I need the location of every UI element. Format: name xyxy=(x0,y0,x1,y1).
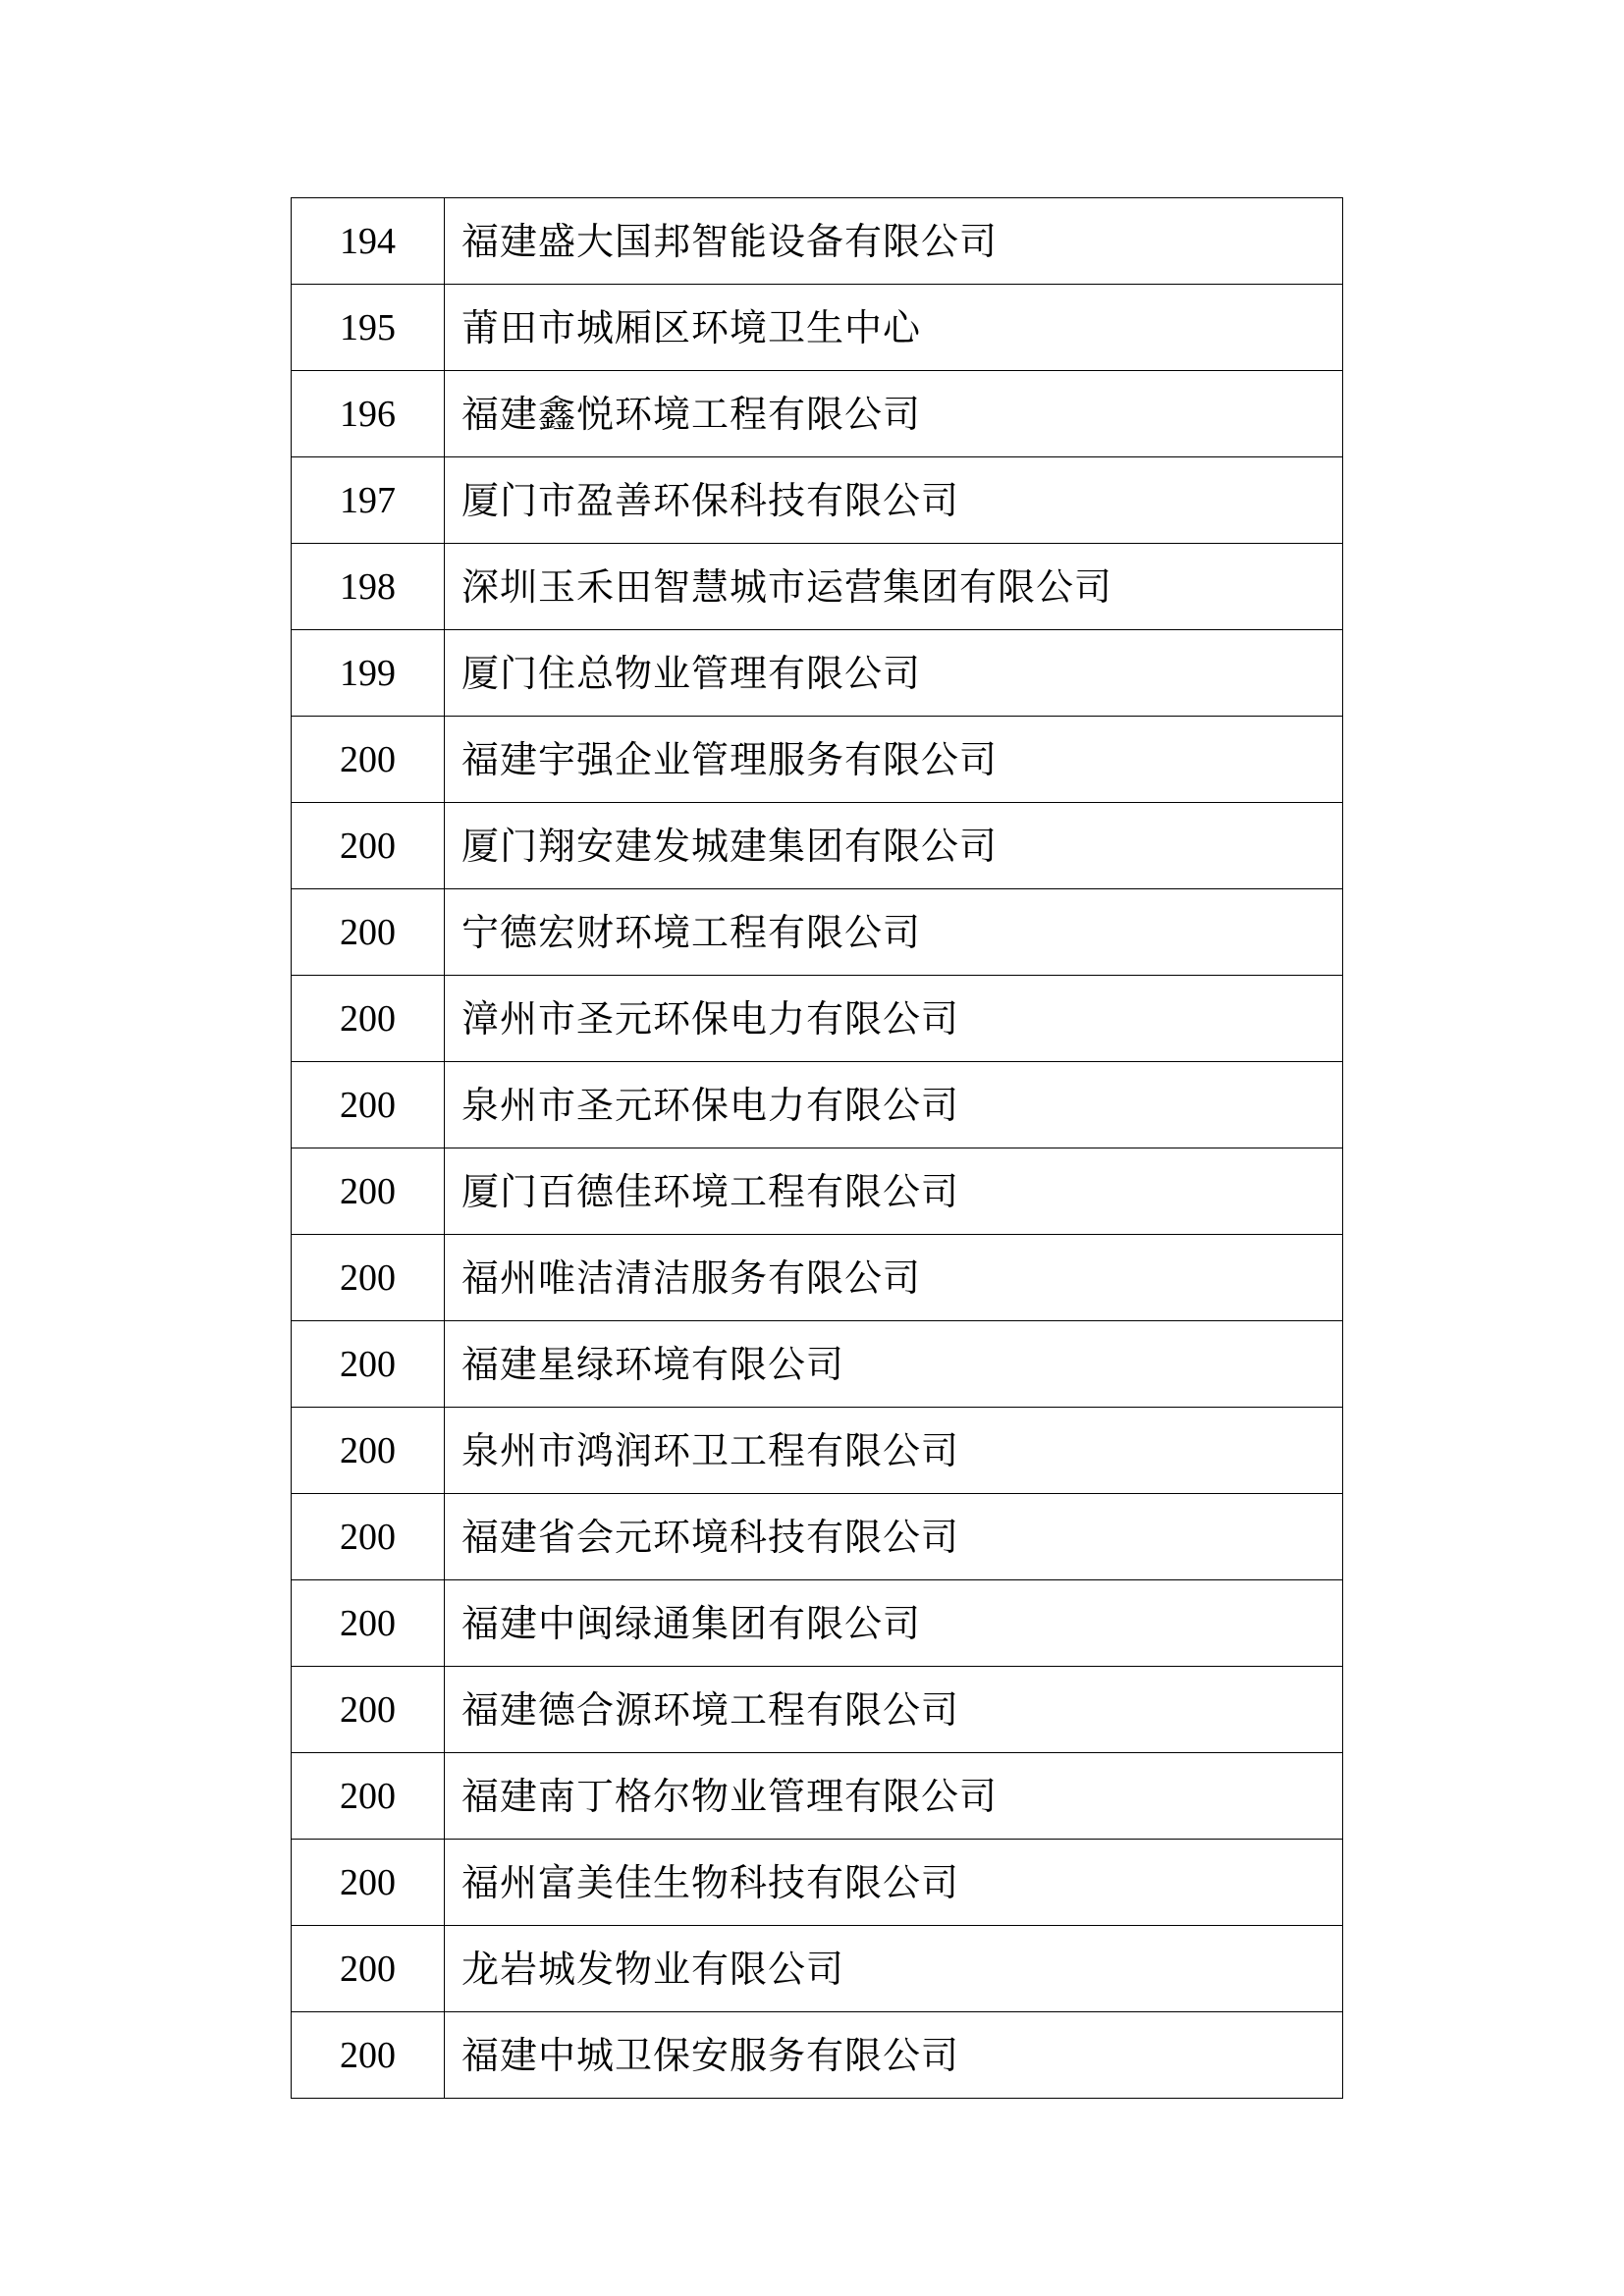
rank-cell: 196 xyxy=(292,371,445,457)
table-row xyxy=(292,1926,1343,2012)
rank-cell: 200 xyxy=(292,1408,445,1494)
company-name-cell: 宁德宏财环境工程有限公司 xyxy=(445,889,1343,976)
table-row xyxy=(292,1494,1343,1580)
company-name-cell: 福建中城卫保安服务有限公司 xyxy=(445,2012,1343,2099)
rank-cell: 199 xyxy=(292,630,445,717)
rank-cell: 200 xyxy=(292,1235,445,1321)
rank-cell: 200 xyxy=(292,1062,445,1148)
rank-cell: 200 xyxy=(292,1840,445,1926)
company-name-cell: 厦门市盈善环保科技有限公司 xyxy=(445,457,1343,544)
company-name-cell: 漳州市圣元环保电力有限公司 xyxy=(445,976,1343,1062)
company-name-cell: 福建星绿环境有限公司 xyxy=(445,1321,1343,1408)
company-name-cell: 深圳玉禾田智慧城市运营集团有限公司 xyxy=(445,544,1343,630)
company-name-cell: 福建盛大国邦智能设备有限公司 xyxy=(445,198,1343,285)
company-name-cell: 厦门住总物业管理有限公司 xyxy=(445,630,1343,717)
table-row xyxy=(292,1321,1343,1408)
company-name-cell: 莆田市城厢区环境卫生中心 xyxy=(445,285,1343,371)
rank-cell: 200 xyxy=(292,2012,445,2099)
rank-cell: 200 xyxy=(292,976,445,1062)
table-row xyxy=(292,1235,1343,1321)
table-row xyxy=(292,976,1343,1062)
table-row xyxy=(292,1148,1343,1235)
company-name-cell: 福建鑫悦环境工程有限公司 xyxy=(445,371,1343,457)
rank-cell: 197 xyxy=(292,457,445,544)
rank-cell: 200 xyxy=(292,803,445,889)
table-row xyxy=(292,630,1343,717)
table-row xyxy=(292,198,1343,285)
company-name-cell: 福建中闽绿通集团有限公司 xyxy=(445,1580,1343,1667)
company-ranking-table xyxy=(291,197,1343,2099)
table-row xyxy=(292,1580,1343,1667)
rank-cell: 200 xyxy=(292,1580,445,1667)
rank-cell: 200 xyxy=(292,1494,445,1580)
company-name-cell: 泉州市圣元环保电力有限公司 xyxy=(445,1062,1343,1148)
table-body xyxy=(292,198,1343,2099)
table-row xyxy=(292,1840,1343,1926)
table-row xyxy=(292,457,1343,544)
company-name-cell: 福州唯洁清洁服务有限公司 xyxy=(445,1235,1343,1321)
company-name-cell: 福州富美佳生物科技有限公司 xyxy=(445,1840,1343,1926)
rank-cell: 200 xyxy=(292,1667,445,1753)
rank-cell: 200 xyxy=(292,889,445,976)
rank-cell: 200 xyxy=(292,1321,445,1408)
company-name-cell: 福建宇强企业管理服务有限公司 xyxy=(445,717,1343,803)
table-row xyxy=(292,1667,1343,1753)
table-row xyxy=(292,1408,1343,1494)
rank-cell: 195 xyxy=(292,285,445,371)
table-row xyxy=(292,717,1343,803)
rank-cell: 200 xyxy=(292,1753,445,1840)
table-row xyxy=(292,2012,1343,2099)
rank-cell: 200 xyxy=(292,1148,445,1235)
company-name-cell: 福建省会元环境科技有限公司 xyxy=(445,1494,1343,1580)
table-row xyxy=(292,1062,1343,1148)
company-name-cell: 福建南丁格尔物业管理有限公司 xyxy=(445,1753,1343,1840)
company-name-cell: 福建德合源环境工程有限公司 xyxy=(445,1667,1343,1753)
table-row xyxy=(292,544,1343,630)
company-name-cell: 厦门翔安建发城建集团有限公司 xyxy=(445,803,1343,889)
company-name-cell: 泉州市鸿润环卫工程有限公司 xyxy=(445,1408,1343,1494)
company-name-cell: 厦门百德佳环境工程有限公司 xyxy=(445,1148,1343,1235)
table-row xyxy=(292,371,1343,457)
table-row xyxy=(292,285,1343,371)
rank-cell: 198 xyxy=(292,544,445,630)
company-name-cell: 龙岩城发物业有限公司 xyxy=(445,1926,1343,2012)
rank-cell: 200 xyxy=(292,717,445,803)
rank-cell: 200 xyxy=(292,1926,445,2012)
rank-cell: 194 xyxy=(292,198,445,285)
table-row xyxy=(292,1753,1343,1840)
table-row xyxy=(292,889,1343,976)
table-row xyxy=(292,803,1343,889)
